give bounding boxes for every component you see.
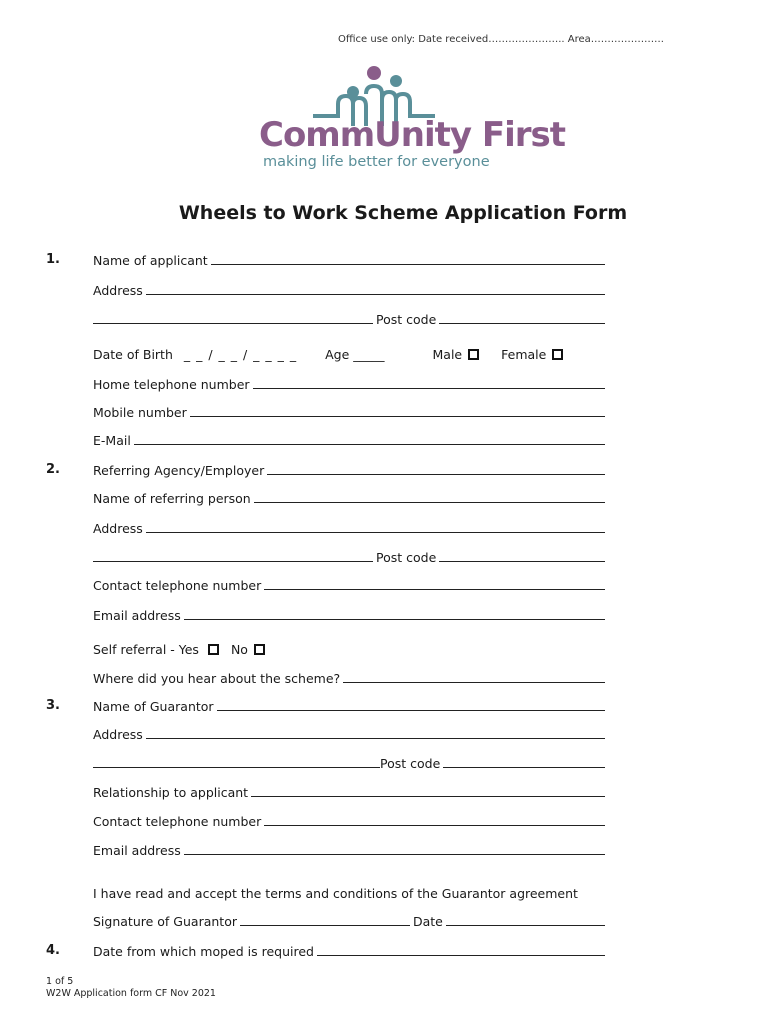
applicant-postcode-field[interactable] (439, 309, 605, 324)
page-number: 1 of 5 (46, 976, 74, 987)
applicant-details-row (93, 342, 605, 362)
guarantor-tel-label: Contact telephone number (93, 814, 262, 829)
guarantor-date-label: Date (412, 914, 443, 929)
male-label: Male (432, 347, 463, 362)
hear-about-row (93, 666, 605, 686)
age-field[interactable]: _____ (353, 347, 385, 362)
applicant-name-field[interactable] (211, 250, 605, 265)
referrer-address-label: Address (93, 521, 143, 536)
male-checkbox[interactable] (468, 349, 479, 360)
guarantor-relationship-label: Relationship to applicant (93, 785, 249, 800)
email-label: E-Mail (93, 433, 131, 448)
guarantor-postcode-row (93, 751, 605, 771)
guarantor-postcode-field[interactable] (443, 753, 605, 768)
age-label: Age (325, 347, 350, 362)
guarantor-date-field[interactable] (446, 911, 605, 926)
referrer-tel-field[interactable] (264, 575, 605, 590)
guarantor-accept-row (93, 881, 605, 901)
guarantor-tel-row (93, 809, 605, 829)
moped-date-label: Date from which moped is required (93, 944, 314, 959)
home-tel-row (93, 372, 605, 392)
female-label: Female (501, 347, 547, 362)
applicant-postcode-label: Post code (376, 312, 437, 327)
guarantor-address-label: Address (93, 727, 143, 742)
referring-agency-row (93, 458, 605, 478)
office-use-only-note: Office use only: Date received………………….. Area…………………. (338, 34, 664, 45)
referrer-address-row (93, 516, 605, 536)
referrer-email-row (93, 603, 605, 623)
guarantor-tel-field[interactable] (264, 811, 605, 826)
guarantor-email-field[interactable] (184, 840, 605, 855)
self-referral-no-label: No (230, 642, 248, 657)
guarantor-email-row (93, 838, 605, 858)
applicant-name-label: Name of applicant (93, 253, 208, 268)
referrer-tel-row (93, 573, 605, 593)
logo-wordmark: CommUnity First (259, 115, 566, 155)
guarantor-relationship-row (93, 780, 605, 800)
email-row (93, 428, 605, 448)
moped-date-field[interactable] (317, 941, 605, 956)
community-first-logo (253, 60, 566, 180)
guarantor-name-row (93, 694, 605, 714)
female-checkbox[interactable] (552, 349, 563, 360)
hear-about-label: Where did you hear about the scheme? (93, 671, 341, 686)
guarantor-name-field[interactable] (217, 696, 605, 711)
hear-about-field[interactable] (343, 668, 605, 683)
referring-person-label: Name of referring person (93, 491, 251, 506)
applicant-address-row (93, 278, 605, 298)
self-referral-row (93, 637, 605, 657)
email-field[interactable] (134, 430, 605, 445)
guarantor-name-label: Name of Guarantor (93, 699, 214, 714)
referrer-tel-label: Contact telephone number (93, 578, 262, 593)
section-number-3: 3. (46, 698, 60, 713)
document-reference: W2W Application form CF Nov 2021 (46, 988, 216, 999)
self-referral-no-checkbox[interactable] (254, 644, 265, 655)
applicant-address-label: Address (93, 283, 143, 298)
guarantor-address-field[interactable] (146, 724, 605, 739)
guarantor-signature-row (93, 909, 605, 929)
guarantor-email-label: Email address (93, 843, 181, 858)
referrer-email-field[interactable] (184, 605, 605, 620)
guarantor-accept-statement: I have read and accept the terms and conditions of the Guarantor agreement (93, 886, 578, 901)
applicant-name-row (93, 248, 605, 268)
dob-label: Date of Birth (93, 347, 173, 362)
applicant-address-field[interactable] (146, 280, 605, 295)
mobile-field[interactable] (190, 402, 605, 417)
referrer-address-line2-field[interactable] (93, 547, 373, 562)
form-title: Wheels to Work Scheme Application Form (178, 202, 628, 224)
referring-person-row (93, 486, 605, 506)
self-referral-yes-checkbox[interactable] (208, 644, 219, 655)
referrer-postcode-field[interactable] (439, 547, 605, 562)
self-referral-yes-label: Self referral - Yes (93, 642, 199, 657)
logo-tagline: making life better for everyone (263, 154, 490, 170)
referring-agency-field[interactable] (267, 460, 605, 475)
guarantor-signature-field[interactable] (240, 911, 410, 926)
referrer-postcode-row (93, 545, 605, 565)
referring-agency-label: Referring Agency/Employer (93, 463, 265, 478)
moped-date-row (93, 939, 605, 959)
section-number-4: 4. (46, 943, 60, 958)
page-footer (46, 976, 216, 1000)
guarantor-address-row (93, 722, 605, 742)
mobile-row (93, 400, 605, 420)
home-tel-field[interactable] (253, 374, 605, 389)
applicant-postcode-row (93, 307, 605, 327)
guarantor-postcode-label: Post code (380, 756, 441, 771)
guarantor-address-line2-field[interactable] (93, 753, 380, 768)
mobile-label: Mobile number (93, 405, 187, 420)
referring-person-field[interactable] (254, 488, 605, 503)
referrer-email-label: Email address (93, 608, 181, 623)
applicant-address-line2-field[interactable] (93, 309, 373, 324)
referrer-address-field[interactable] (146, 518, 605, 533)
referrer-postcode-label: Post code (376, 550, 437, 565)
section-number-2: 2. (46, 462, 60, 477)
home-tel-label: Home telephone number (93, 377, 250, 392)
guarantor-signature-label: Signature of Guarantor (93, 914, 237, 929)
guarantor-relationship-field[interactable] (251, 782, 605, 797)
section-number-1: 1. (46, 252, 60, 267)
dob-field[interactable]: _ _ / _ _ / _ _ _ _ (183, 347, 298, 362)
